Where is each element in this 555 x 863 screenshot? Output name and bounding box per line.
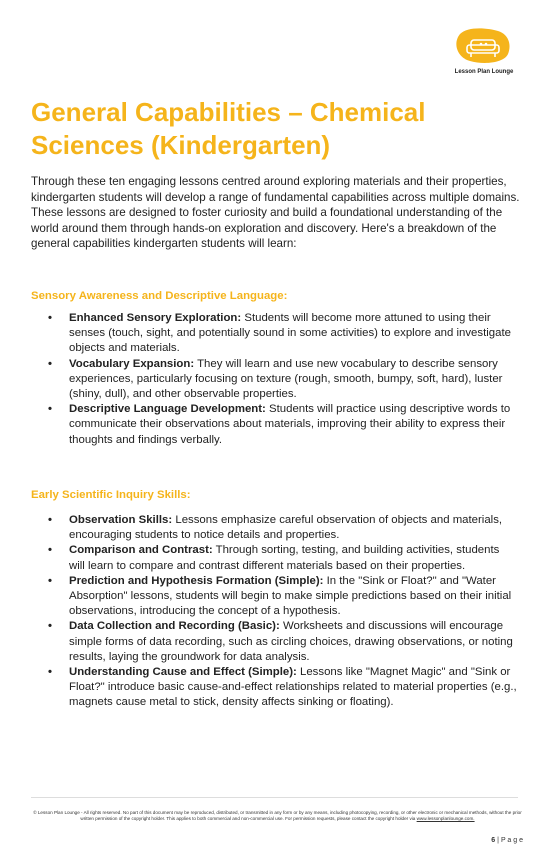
list-item	[48, 665, 518, 711]
bullet-list-sensory	[48, 311, 518, 448]
sofa-logo-icon	[454, 28, 512, 64]
footer-copyright	[31, 810, 524, 822]
bullet-icon: •	[48, 514, 52, 526]
list-item	[48, 574, 518, 620]
list-item	[48, 543, 518, 573]
page-title: General Capabilities – Chemical Sciences (Kindergarten)	[31, 97, 426, 160]
item-term: Enhanced Sensory Exploration:	[69, 312, 242, 324]
section-heading-inquiry: Early Scientific Inquiry Skills:	[31, 489, 191, 501]
bullet-icon: •	[48, 403, 52, 416]
list-item	[48, 513, 518, 543]
page-label: P a g e	[500, 837, 523, 844]
item-text: They will learn and use new vocabulary to describe sensory experiences, particularly focusing on texture (rough, smooth, bumpy, soft, hard), luster (shiny, dull), and other observable properties.	[69, 357, 503, 401]
bullet-icon: •	[48, 312, 52, 324]
item-text: Lessons emphasize careful observation of objects and materials, encouraging students to notice details and properties.	[69, 514, 503, 542]
item-term: Comparison and Contrast:	[69, 544, 213, 557]
bullet-icon: •	[48, 574, 52, 587]
item-term: Data Collection and Recording (Basic):	[69, 620, 280, 633]
footer-divider	[31, 797, 518, 798]
item-text: Lessons like "Magnet Magic" and "Sink or Float?" introduce basic cause-and-effect relationships related to material properties (e.g., magnets cause metal to stick, density affects sinking or floating).	[69, 666, 517, 709]
bullet-list-inquiry	[48, 513, 518, 711]
page-number-value: 6	[491, 837, 496, 844]
logo-brand-text: Lesson Plan Lounge	[454, 69, 514, 75]
item-term: Understanding Cause and Effect (Simple):	[69, 666, 297, 679]
item-term: Prediction and Hypothesis Formation (Simple):	[69, 574, 324, 587]
bullet-icon: •	[48, 620, 52, 633]
page-number	[491, 837, 523, 844]
list-item	[48, 311, 518, 357]
item-text: Students will practice using descriptive words to communicate their observations about materials, improving their ability to express their thoughts and findings verbally.	[69, 403, 511, 446]
list-item	[48, 619, 518, 665]
item-term: Vocabulary Expansion:	[69, 357, 195, 370]
item-text: Students will become more attuned to using their senses (touch, sight, and potentially sound in some activities) to explore and investigate objects and materials.	[69, 312, 511, 355]
intro-paragraph: Through these ten engaging lessons centred around exploring materials and their properties, kindergarten students will develop a range of fundamental capabilities across multiple domains. These lessons are designed to foster curiosity and build a foundational understanding of the world around them through hands-on exploration and discovery. Here's a breakdown of the general capabilities kindergarten students will learn:	[31, 175, 520, 250]
bullet-icon: •	[48, 666, 52, 679]
section-heading-sensory: Sensory Awareness and Descriptive Language:	[31, 290, 288, 302]
item-text: Worksheets and discussions will encourage simple forms of data recording, such as circling choices, drawing observations, or noting results, laying the groundwork for data analysis.	[69, 620, 513, 663]
page-separator: |	[497, 837, 499, 844]
item-text: Through sorting, testing, and building activities, students will learn to compare and contrast different materials based on their properties.	[69, 544, 500, 572]
item-term: Descriptive Language Development:	[69, 403, 266, 416]
list-item	[48, 357, 518, 403]
item-text: In the "Sink or Float?" and "Water Absorption" lessons, students will begin to make simple predictions based on their initial observations, introducing the concept of a hypothesis.	[69, 574, 512, 618]
footer-text: © Lesson Plan Lounge - All rights reserved. No part of this document may be reproduced, distributed, or transmitted in any form or by any means, including photocopying, recording, or other electronic or mechanical methods, without the prior written permission of the copyright holder. This applies to both commercial and non-commercial use. For permission requests, please contact the copyright holder via	[33, 810, 522, 822]
list-item	[48, 402, 518, 448]
bullet-icon: •	[48, 544, 52, 557]
footer-website-link[interactable]: www.lessonplanlounge.com.	[416, 816, 475, 822]
item-term: Observation Skills:	[69, 514, 173, 526]
bullet-icon: •	[48, 357, 52, 370]
